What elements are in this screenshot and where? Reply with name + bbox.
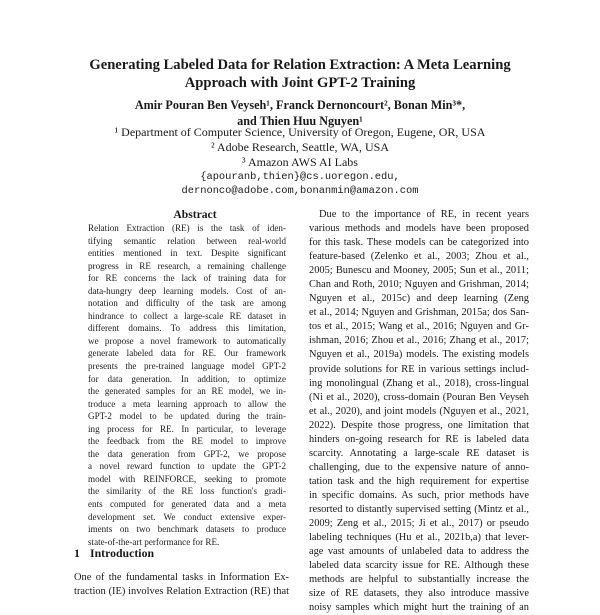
body-line: age vast amounts of unlabeled data to address the <box>309 546 529 558</box>
abstract-line: different domains. To address this limitation, <box>88 323 286 334</box>
abstract-line: state-of-the-art performance for RE. <box>88 536 220 547</box>
body-line: ing monolingual (Zhang et al., 2018), cross-lingual <box>309 377 529 389</box>
body-line: ishman, 2016; Zhou et al., 2016; Zhang et al., 2017; <box>309 335 529 347</box>
abstract-line: generate labeled data for RE. Our framework <box>88 348 286 359</box>
abstract-line: the data generation from GPT-2, we propose <box>88 448 286 459</box>
body-line: Nguyen et al., 2019a) models. The existing models <box>309 349 529 361</box>
body-line: Nguyen et al., 2015c) and deep learning (Zeng <box>309 293 529 305</box>
body-line: labeling techniques (Hu et al., 2021b,a) that lever- <box>309 532 529 544</box>
abstract-line: for RE concerns the lack of training data for <box>88 273 286 284</box>
title-line: Approach with Joint GPT-2 Training <box>184 74 416 91</box>
intro-line: traction (IE) involves Relation Extraction (RE) that <box>74 586 289 598</box>
affiliation-2: ² Adobe Research, Seattle, WA, USA <box>210 140 389 154</box>
body-line: Chan and Roth, 2010; Nguyen and Grishman, 2014; <box>309 279 529 291</box>
email-line-1: {apouranb,thien}@cs.uoregon.edu, <box>200 171 400 183</box>
author-line: Amir Pouran Ben Veyseh¹, Franck Dernoncourt², Bonan Min³*, <box>134 98 466 112</box>
body-line: Due to the importance of RE, in recent years <box>319 209 529 220</box>
body-line: et al., 2020), and joint models (Nguyen et al., 2021, <box>309 405 529 417</box>
affiliation-3: ³ Amazon AWS AI Labs <box>242 155 358 169</box>
body-line: et al., 2014; Nguyen and Grishman, 2015a; dos San- <box>309 307 529 319</box>
abstract-line: progress in RE research, a remaining challenge <box>88 260 286 271</box>
paper-title <box>60 57 540 92</box>
body-line: various methods and models have been proposed <box>309 223 529 235</box>
body-line: (Ni et al., 2020), cross-domain (Pouran Ben Veyseh <box>309 391 529 403</box>
body-line: challenging, due to the expensive nature of anno- <box>309 461 529 473</box>
body-line: 2022). Despite those progress, one limitation that <box>309 419 529 431</box>
email-line-2: dernonco@adobe.com,bonanmin@amazon.com <box>181 185 419 197</box>
affiliation-1: ¹ Department of Computer Science, University of Oregon, Eugene, OR, USA <box>114 125 486 139</box>
body-line: for this task. These models can be categorized into <box>309 237 529 249</box>
abstract-line: the feedback from the RE model to improve <box>88 436 286 447</box>
abstract-line: Relation Extraction (RE) is the task of iden- <box>88 223 286 233</box>
section-title: Introduction <box>90 546 155 560</box>
body-line: 2005; Bunescu and Mooney, 2005; Sun et al., 2011; <box>309 265 529 277</box>
title-line: Generating Labeled Data for Relation Extraction: A Meta Learning <box>89 57 511 73</box>
body-line: labeled data scarcity issue for RE. Although these <box>309 560 529 572</box>
body-line: in specific domains. As such, prior methods have <box>309 489 529 501</box>
body-line: size of RE datasets, they also introduce massive <box>309 588 529 600</box>
abstract-line: we propose a novel framework to automatically <box>88 335 286 346</box>
abstract-line: presents the pre-trained language model GPT-2 <box>88 361 286 372</box>
abstract-line: GPT-2 model to be updated during the train- <box>88 411 286 422</box>
abstract-body <box>88 222 286 548</box>
body-line: methods are helpful to substantially increase the <box>309 574 529 586</box>
body-line: feature-based (Zelenko et al., 2003; Zhou et al., <box>309 251 529 263</box>
abstract-line: model with REINFORCE, seeking to promote <box>88 473 286 484</box>
abstract-line: development set. We conduct extensive exper- <box>88 511 286 522</box>
abstract-line: notation and difficulty of the task are among <box>88 298 286 309</box>
introduction-body <box>74 571 289 599</box>
body-line: scarcity. Annotating a large-scale RE dataset is <box>309 447 529 459</box>
body-line: resorted to distantly supervised setting (Mintz et al., <box>309 503 529 515</box>
author-line: and Thien Huu Nguyen¹ <box>237 114 363 128</box>
abstract-line: data-hungry deep learning models. Cost of an- <box>88 285 286 296</box>
abstract-line: ents computed for generated data and a meta <box>88 499 286 510</box>
abstract-line: the generated samples for an RE model, we in- <box>88 386 286 397</box>
abstract-line: a novel reward function to update the GPT-2 <box>88 461 286 472</box>
abstract-line: entities mentioned in text. Despite significant <box>88 248 286 259</box>
body-line: provide solutions for RE in various settings includ- <box>309 363 529 375</box>
abstract-line: ing process for RE. In particular, to leverage <box>88 423 286 434</box>
right-column-body <box>309 208 529 615</box>
abstract-line: for data generation. In addition, to optimize <box>88 373 286 384</box>
abstract-line: hindrance to collect a large-scale RE dataset in <box>88 310 286 321</box>
body-line: tos et al., 2015; Wang et al., 2016; Nguyen and Gr- <box>309 321 529 333</box>
body-line: tation task and the high requirement for expertise <box>309 475 529 487</box>
body-line: noisy samples which might hurt the training of an <box>309 602 529 614</box>
body-line: hinders on-going research for RE is labeled data <box>309 433 529 445</box>
abstract-line: troduce a meta learning approach to allow the <box>88 398 286 409</box>
abstract-line: tifying semantic relation between real-world <box>88 235 286 246</box>
section-heading-introduction <box>74 546 154 561</box>
intro-line: One of the fundamental tasks in Information Ex- <box>74 572 289 583</box>
body-line: 2009; Zeng et al., 2015; Ji et al., 2017) or pseudo <box>309 518 529 530</box>
abstract-line: iments on two benchmark datasets to produce <box>88 524 286 535</box>
abstract-line: the similarity of the RE loss function's gradi- <box>88 486 286 497</box>
abstract-heading: Abstract <box>173 208 217 221</box>
section-number: 1 <box>74 546 80 560</box>
